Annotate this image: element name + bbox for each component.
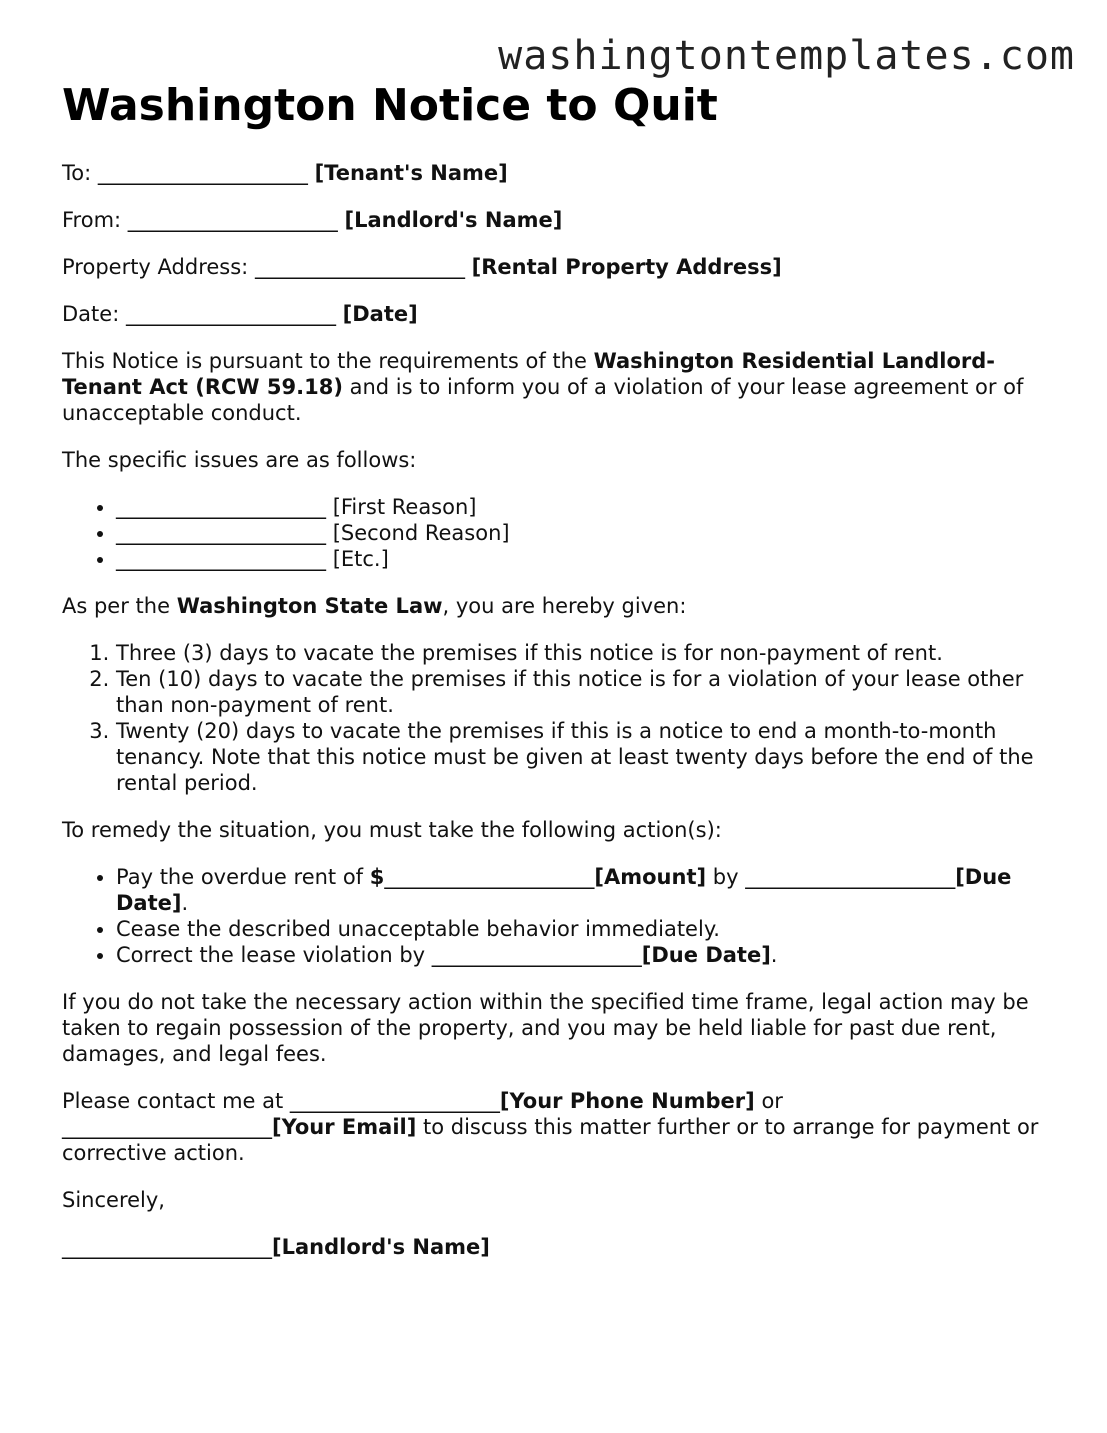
law-name: Washington State Law	[176, 594, 443, 619]
contact-text-pre: Please contact me at	[62, 1089, 290, 1114]
period-mark: .	[181, 891, 189, 916]
consequence-paragraph: If you do not take the necessary action within the specified time frame, legal action may be taken to regain possession of the property, and you may be held liable for past due rent, damages, and legal fees.	[62, 990, 1029, 1067]
remedy-list	[62, 864, 1062, 968]
period-item: 1. Three (3) days to vacate the premises if this notice is for non-payment of rent.	[116, 640, 1062, 666]
document-page	[62, 82, 1062, 1281]
law-text-pre: As per the	[62, 594, 177, 619]
or-text: or	[754, 1089, 783, 1114]
period-item: 2. Ten (10) days to vacate the premises if this notice is for a violation of your lease other than non-payment of rent.	[116, 666, 1062, 718]
notice-periods-list	[62, 640, 1062, 796]
to-blank: ____________________	[97, 161, 308, 186]
from-blank: ____________________	[127, 208, 338, 233]
landlord-name-placeholder: [Landlord's Name]	[344, 208, 563, 233]
to-label: To:	[62, 161, 92, 186]
period-mark: .	[770, 943, 778, 968]
issue-item	[116, 546, 1062, 572]
issues-list	[62, 494, 1062, 572]
to-line	[62, 160, 1062, 186]
correct-due-date-placeholder: [Due Date]	[641, 943, 771, 968]
remedy-item-pay	[116, 864, 1062, 916]
due-date-blank: ____________________	[745, 865, 956, 890]
from-line	[62, 207, 1062, 233]
issue-blank: ____________________	[116, 495, 326, 520]
issues-heading: The specific issues are as follows:	[62, 448, 417, 473]
pay-text: Pay the overdue rent of	[116, 865, 370, 890]
dollar-sign: $	[369, 865, 385, 890]
issue-placeholder: [First Reason]	[332, 495, 477, 520]
law-paragraph	[62, 593, 1062, 619]
issue-item	[116, 494, 1062, 520]
date-placeholder: [Date]	[342, 302, 418, 327]
remedy-item-correct	[116, 942, 1062, 968]
from-label: From:	[62, 208, 122, 233]
remedy-item-cease: • Cease the described unacceptable behavior immediately.	[116, 916, 1062, 942]
date-label: Date:	[62, 302, 120, 327]
issue-item	[116, 520, 1062, 546]
amount-blank: ____________________	[384, 865, 595, 890]
intro-text-post: and is to inform you of a violation of your lease agreement or of unacceptable conduct.	[62, 375, 1024, 426]
by-text: by	[706, 865, 746, 890]
issue-placeholder: [Etc.]	[332, 547, 389, 572]
intro-paragraph	[62, 348, 1062, 426]
contact-text-post: to discuss this matter further or to arrange for payment or corrective action.	[62, 1115, 1039, 1166]
correct-text: Correct the lease violation by	[116, 943, 432, 968]
period-item: 3. Twenty (20) days to vacate the premises if this is a notice to end a month-to-month tenancy. Note that this notice must be given at least twenty days before the end of the rental period.	[116, 718, 1062, 796]
address-placeholder: [Rental Property Address]	[471, 255, 782, 280]
signature-line	[62, 1234, 1062, 1260]
intro-act-name: Washington Residential Landlord-Tenant Act (RCW 59.18)	[62, 349, 996, 400]
law-text-post: , you are hereby given:	[442, 594, 687, 619]
email-blank: ____________________	[62, 1115, 272, 1140]
address-blank: ____________________	[254, 255, 465, 280]
due-date-placeholder: [Due Date]	[116, 865, 1012, 916]
issue-blank: ____________________	[116, 547, 326, 572]
signature-blank: ____________________	[62, 1235, 272, 1260]
amount-placeholder: [Amount]	[594, 865, 707, 890]
email-placeholder: [Your Email]	[272, 1115, 417, 1140]
contact-paragraph	[62, 1088, 1062, 1166]
signature-name-placeholder: [Landlord's Name]	[272, 1235, 490, 1260]
closing-text: Sincerely,	[62, 1188, 165, 1213]
phone-blank: ____________________	[289, 1089, 500, 1114]
date-blank: ____________________	[125, 302, 336, 327]
date-line	[62, 301, 1062, 327]
address-line	[62, 254, 1062, 280]
issue-placeholder: [Second Reason]	[332, 521, 510, 546]
tenant-name-placeholder: [Tenant's Name]	[314, 161, 508, 186]
intro-text-pre: This Notice is pursuant to the requirements of the	[62, 349, 594, 374]
remedy-heading: To remedy the situation, you must take the following action(s):	[62, 818, 722, 843]
phone-placeholder: [Your Phone Number]	[499, 1089, 755, 1114]
address-label: Property Address:	[62, 255, 249, 280]
watermark-text: washingtontemplates.com	[498, 33, 1075, 79]
issue-blank: ____________________	[116, 521, 326, 546]
document-title: Washington Notice to Quit	[62, 80, 718, 131]
correct-due-date-blank: ____________________	[431, 943, 642, 968]
